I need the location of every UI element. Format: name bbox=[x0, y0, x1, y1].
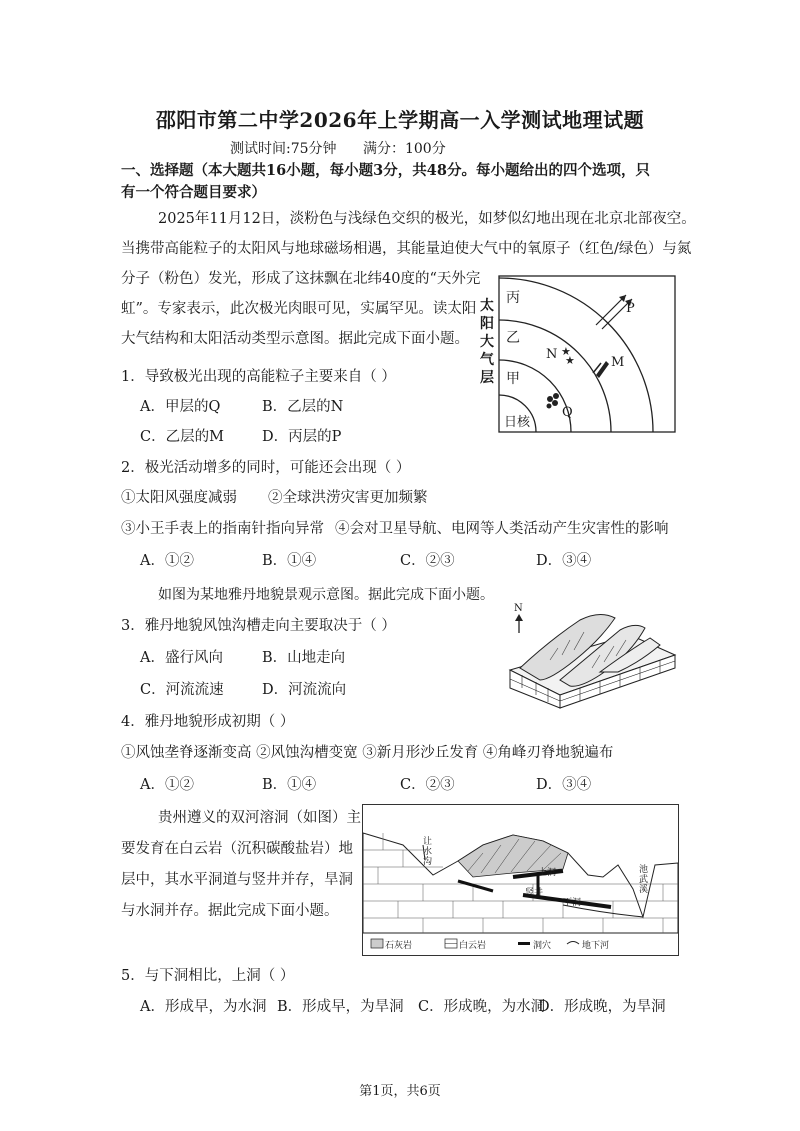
q1-stem: 1．导致极光出现的高能粒子主要来自（ ） bbox=[121, 369, 396, 385]
marker-m: M bbox=[611, 355, 625, 370]
q1-option-d: D．丙层的P bbox=[262, 429, 342, 445]
exam-time: 测试时间:75分钟 bbox=[230, 141, 337, 157]
q2-statement-4: ④会对卫星导航、电网等人类活动产生灾害性的影响 bbox=[335, 521, 669, 537]
passage1-line5: 大气结构和太阳活动类型示意图。据此完成下面小题。 bbox=[121, 331, 469, 347]
label-left-gully: 让水沟 bbox=[423, 837, 433, 867]
label-right-stream: 池武溪 bbox=[639, 865, 649, 895]
north-label: N bbox=[514, 603, 523, 614]
q3-option-c: C．河流流速 bbox=[140, 682, 224, 698]
q5-option-d: D．形成晚，为旱洞 bbox=[538, 999, 666, 1015]
q3-stem: 3．雅丹地貌风蚀沟槽走向主要取决于（ ） bbox=[121, 618, 396, 634]
passage1-line2: 当携带高能粒子的太阳风与地球磁场相遇，其能量迫使大气中的氧原子（红色/绿色）与氮 bbox=[121, 241, 692, 257]
q1-option-c: C．乙层的M bbox=[140, 429, 224, 445]
label-upper-cave: 上洞 bbox=[538, 868, 557, 878]
passage1-line3: 分子（粉色）发光，形成了这抹飘在北纬40度的“天外完 bbox=[121, 271, 481, 287]
exam-score: 满分：100分 bbox=[362, 141, 446, 157]
q2-stem: 2．极光活动增多的同时，可能还会出现（ ） bbox=[121, 460, 411, 476]
q2-statement-2: ②全球洪涝灾害更加频繁 bbox=[268, 490, 428, 506]
q3-option-a: A．盛行风向 bbox=[140, 650, 223, 666]
legend-limestone: 石灰岩 bbox=[385, 941, 413, 951]
page-title: 邵阳市第二中学2026年上学期高一入学测试地理试题 bbox=[155, 108, 645, 132]
q2-statement-1: ①太阳风强度减弱 bbox=[121, 490, 237, 506]
q4-option-c: C．②③ bbox=[400, 777, 455, 793]
q2-option-b: B．①④ bbox=[262, 553, 317, 569]
layer-core: 日核 bbox=[504, 415, 531, 430]
q2-option-d: D．③④ bbox=[536, 553, 592, 569]
cave-diagram bbox=[362, 804, 679, 956]
q3-option-d: D．河流流向 bbox=[262, 682, 347, 698]
q1-option-a: A．甲层的Q bbox=[140, 399, 221, 415]
north-arrow-icon bbox=[513, 614, 525, 634]
q5-option-a: A．形成早，为水洞 bbox=[140, 999, 267, 1015]
svg-text:★: ★ bbox=[565, 354, 575, 367]
legend-dolomite: 白云岩 bbox=[459, 941, 487, 951]
yardang-diagram bbox=[500, 600, 680, 710]
passage1-line1: 2025年11月12日，淡粉色与浅绿色交织的极光，如梦似幻地出现在北京北部夜空。 bbox=[158, 211, 696, 227]
passage3-line3: 层中，其水平洞道与竖井并存，旱洞 bbox=[121, 872, 353, 888]
sun-atmosphere-diagram bbox=[478, 275, 678, 435]
q4-option-a: A．①② bbox=[140, 777, 194, 793]
exam-meta bbox=[230, 138, 468, 158]
passage3-line1: 贵州遵义的双河溶洞（如图）主 bbox=[158, 810, 361, 826]
page-number: 第1页，共6页 bbox=[359, 1084, 441, 1099]
q2-option-c: C．②③ bbox=[400, 553, 455, 569]
q5-option-c: C．形成晚，为水洞 bbox=[418, 999, 546, 1015]
q5-option-b: B．形成早，为旱洞 bbox=[277, 999, 404, 1015]
q1-option-b: B．乙层的N bbox=[262, 399, 344, 415]
label-lower-cave: 下洞 bbox=[563, 898, 582, 908]
passage2-text: 如图为某地雅丹地貌景观示意图。据此完成下面小题。 bbox=[158, 587, 494, 603]
q4-option-b: B．①④ bbox=[262, 777, 317, 793]
passage3-line4: 与水洞并存。据此完成下面小题。 bbox=[121, 903, 339, 919]
passage1-line4: 虹”。专家表示，此次极光肉眼可见，实属罕见。读太阳 bbox=[121, 301, 477, 317]
q5-stem: 5．与下洞相比，上洞（ ） bbox=[121, 968, 295, 984]
marker-p: P bbox=[626, 301, 635, 316]
q4-stem: 4．雅丹地貌形成初期（ ） bbox=[121, 714, 295, 730]
q2-statement-3: ③小王手表上的指南针指向异常 bbox=[121, 521, 324, 537]
passage3-line2: 要发育在白云岩（沉积碳酸盐岩）地 bbox=[121, 841, 353, 857]
q2-option-a: A．①② bbox=[140, 553, 194, 569]
legend-cave: 洞穴 bbox=[533, 941, 552, 951]
svg-text:★: ★ bbox=[561, 345, 571, 358]
sun-side-label: 太阳大气层 bbox=[480, 298, 494, 386]
label-shaft: 竖井 bbox=[525, 888, 544, 898]
section-heading: 一、选择题（本大题共16小题，每小题3分，共48分。每小题给出的四个选项，只有一个符合题目要求） bbox=[121, 162, 650, 201]
marker-n: N bbox=[546, 347, 558, 362]
layer-jia: 甲 bbox=[506, 371, 520, 387]
marker-q: Q bbox=[562, 405, 573, 420]
layer-yi: 乙 bbox=[506, 330, 520, 346]
q4-option-d: D．③④ bbox=[536, 777, 592, 793]
q4-statements: ①风蚀垄脊逐渐变高 ②风蚀沟槽变宽 ③新月形沙丘发育 ④角峰刃脊地貌遍布 bbox=[121, 745, 614, 761]
q3-option-b: B．山地走向 bbox=[262, 650, 346, 666]
layer-bing: 丙 bbox=[506, 290, 520, 306]
legend-underground-river: 地下河 bbox=[582, 941, 610, 951]
